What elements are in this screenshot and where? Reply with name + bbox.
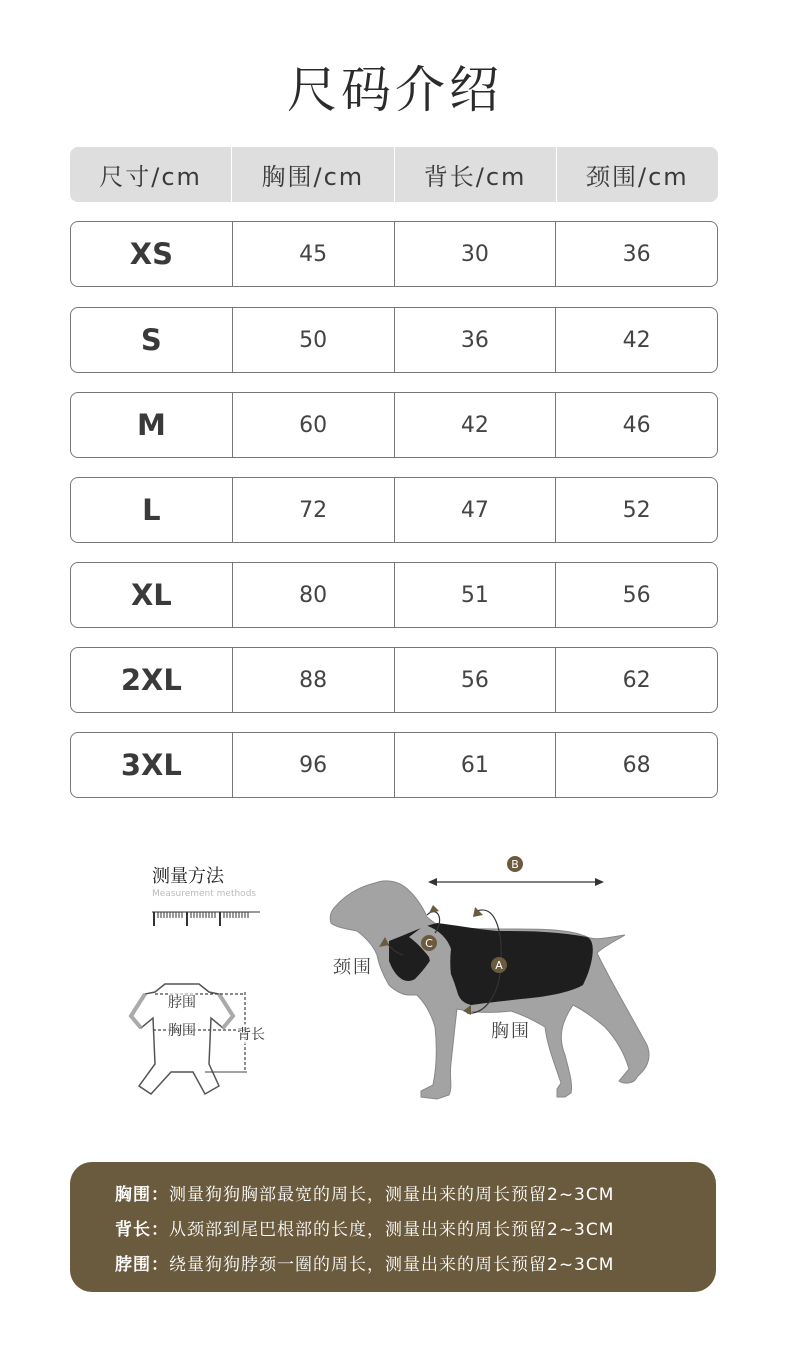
size-cell: 3XL — [71, 733, 233, 797]
table-row — [70, 647, 718, 713]
table-row — [70, 562, 718, 628]
neck-cell: 36 — [622, 241, 651, 267]
chest-cell: 60 — [233, 393, 395, 457]
size-cell: XL — [71, 563, 233, 627]
measurement-notes — [70, 1162, 716, 1292]
back-cell: 47 — [395, 478, 557, 542]
note-back-text: 从颈部到尾巴根部的长度，测量出来的周长预留2~3CM — [169, 1220, 615, 1240]
note-neck — [115, 1250, 614, 1275]
chest-cell: 80 — [233, 563, 395, 627]
chest-cell: 72 — [233, 478, 395, 542]
marker-c: C — [425, 937, 433, 950]
table-row — [70, 392, 718, 458]
garment-chest-label: 胸围 — [168, 1020, 196, 1040]
back-cell: 30 — [395, 222, 557, 286]
size-cell: M — [71, 393, 233, 457]
table-row — [70, 732, 718, 798]
back-cell: 56 — [395, 648, 557, 712]
note-back — [115, 1215, 614, 1240]
size-cell: L — [71, 478, 233, 542]
note-chest-label: 胸围： — [115, 1185, 169, 1205]
header-size: 尺寸/cm — [70, 147, 232, 202]
back-cell: 42 — [395, 393, 557, 457]
neck-cell: 56 — [622, 582, 651, 608]
size-cell: 2XL — [71, 648, 233, 712]
header-neck: 颈围/cm — [586, 163, 689, 191]
back-cell: 61 — [395, 733, 557, 797]
header-chest: 胸围/cm — [232, 147, 394, 202]
note-chest — [115, 1180, 614, 1205]
neck-cell: 52 — [622, 497, 651, 523]
note-back-label: 背长： — [115, 1220, 169, 1240]
dog-silhouette-icon — [325, 845, 655, 1105]
garment-neck-label: 脖围 — [168, 992, 196, 1012]
chest-cell: 88 — [233, 648, 395, 712]
dog-chest-label: 胸围 — [491, 1021, 531, 1042]
size-cell: S — [71, 308, 233, 372]
neck-cell: 46 — [622, 412, 651, 438]
back-cell: 51 — [395, 563, 557, 627]
dog-neck-label: 颈围 — [333, 957, 373, 978]
chest-cell: 45 — [233, 222, 395, 286]
neck-cell: 62 — [622, 667, 651, 693]
method-title: 测量方法 — [152, 866, 224, 887]
dog-diagram — [325, 845, 655, 1105]
table-row — [70, 307, 718, 373]
note-neck-text: 绕量狗狗脖颈一圈的周长，测量出来的周长预留2~3CM — [169, 1255, 615, 1275]
method-subtitle: Measurement methods — [152, 889, 257, 899]
garment-diagram — [105, 968, 325, 1118]
garment-outline-icon — [105, 968, 325, 1118]
ruler-icon — [152, 906, 262, 928]
page-title: 尺码介绍 — [287, 61, 503, 119]
table-row — [70, 221, 718, 287]
size-table-header — [70, 147, 718, 202]
chest-cell: 50 — [233, 308, 395, 372]
note-chest-text: 测量狗狗胸部最宽的周长，测量出来的周长预留2~3CM — [169, 1185, 615, 1205]
note-neck-label: 脖围： — [115, 1255, 169, 1275]
chest-cell: 96 — [233, 733, 395, 797]
header-back: 背长/cm — [395, 147, 557, 202]
back-cell: 36 — [395, 308, 557, 372]
marker-b: B — [511, 858, 519, 871]
measurement-method-panel — [98, 832, 298, 942]
marker-a: A — [495, 959, 503, 972]
garment-back-label: 背长 — [237, 1024, 265, 1044]
neck-cell: 68 — [622, 752, 651, 778]
size-cell: XS — [71, 222, 233, 286]
neck-cell: 42 — [622, 327, 651, 353]
table-row — [70, 477, 718, 543]
